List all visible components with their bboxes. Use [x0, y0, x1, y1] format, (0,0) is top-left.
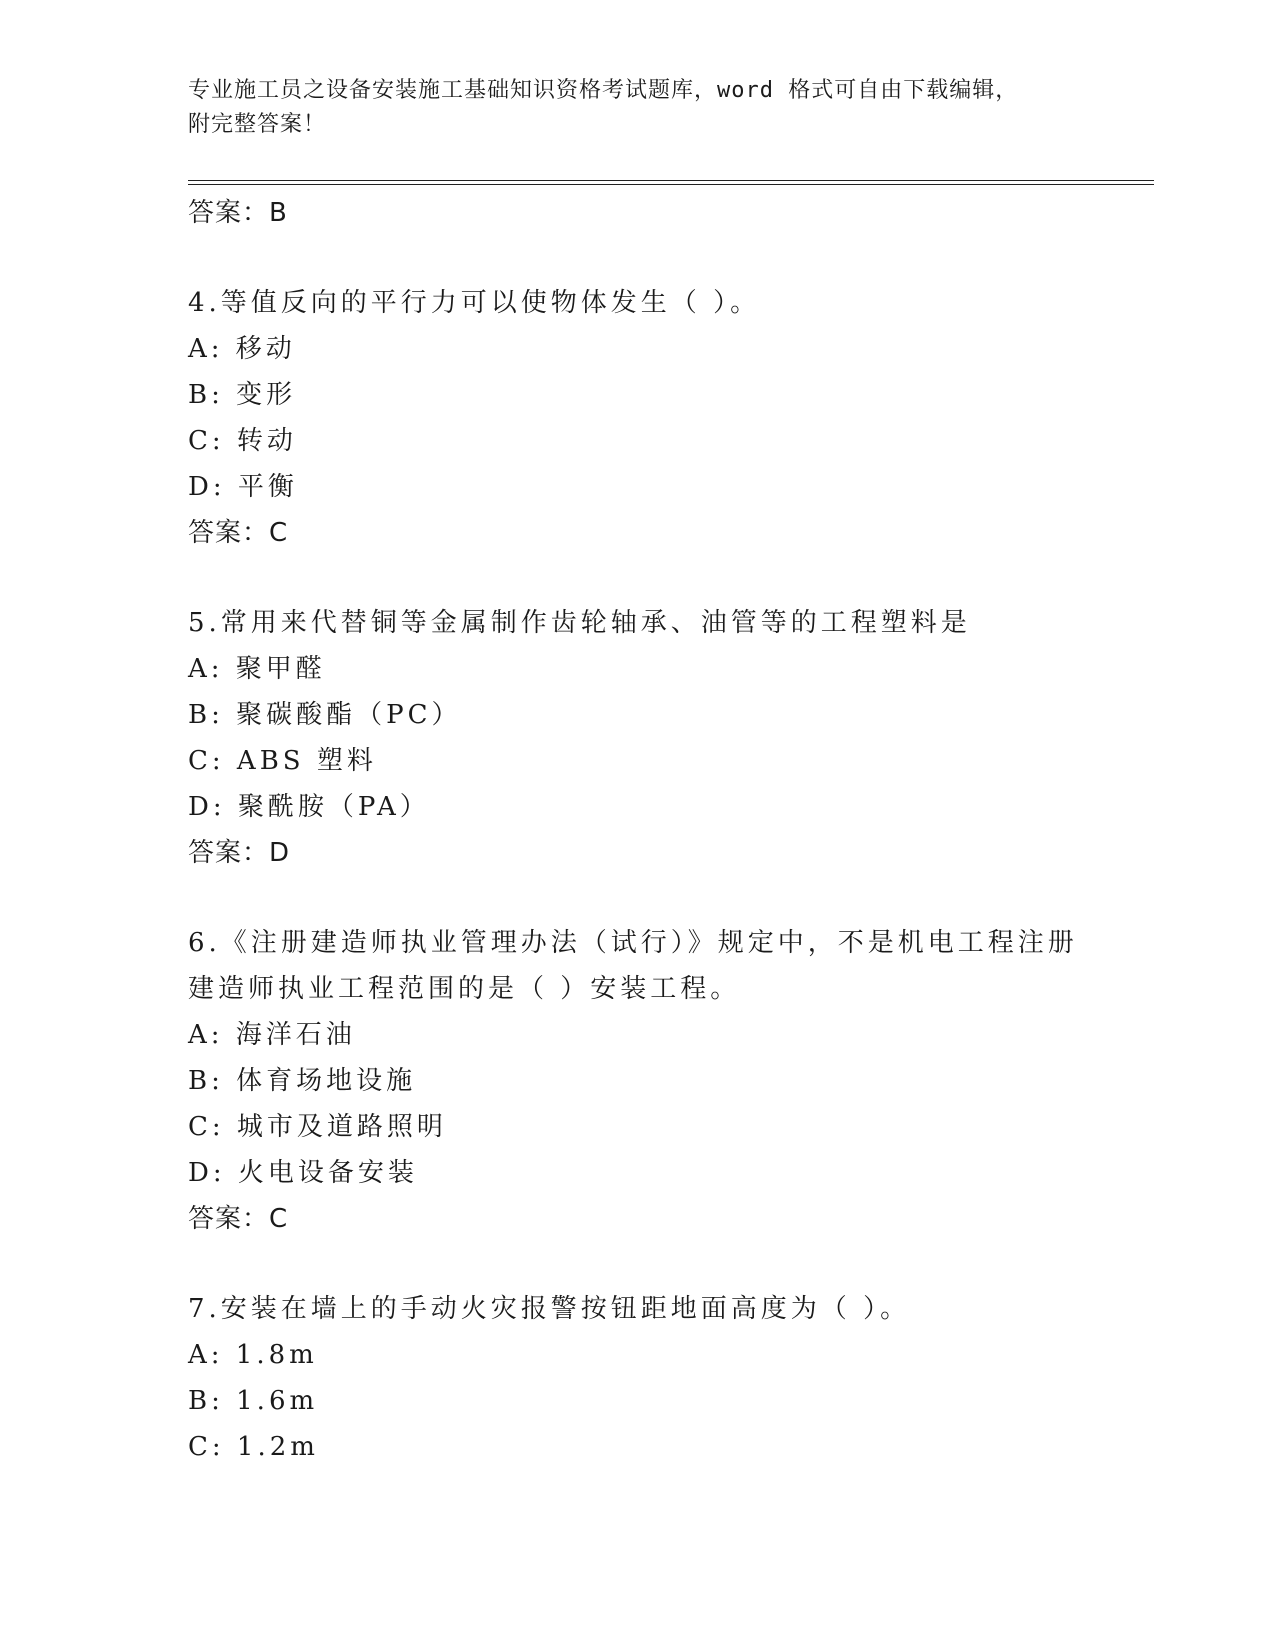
question-text: 7.安装在墙上的手动火灾报警按钮距地面高度为（ ）。 — [188, 1294, 911, 1324]
question-text: 4.等值反向的平行力可以使物体发生（ ）。 — [188, 288, 761, 318]
option-a: A: 海洋石油 — [188, 1020, 356, 1050]
option-c: C: 转动 — [188, 426, 297, 456]
option-c: C: 1.2m — [188, 1432, 319, 1462]
header-line-2: 附完整答案！ — [188, 112, 327, 137]
option-d: D: 火电设备安装 — [188, 1158, 418, 1188]
question-list — [188, 190, 1088, 1470]
option-a: A: 1.8m — [188, 1340, 318, 1370]
header-rule-bottom — [188, 184, 1154, 185]
option-a: A: 移动 — [188, 334, 296, 364]
answer-line: 答案：C — [188, 518, 289, 548]
question-block — [188, 600, 1088, 876]
question-block — [188, 1286, 1088, 1470]
answer-line: 答案：B — [188, 198, 288, 228]
option-b: B: 聚碳酸酯（PC） — [188, 700, 462, 730]
question-block — [188, 920, 1088, 1242]
option-a: A: 聚甲醛 — [188, 654, 326, 684]
option-c: C: 城市及道路照明 — [188, 1112, 447, 1142]
question-block — [188, 280, 1088, 556]
question-text-line-1: 6.《注册建造师执业管理办法（试行）》规定中，不是机电工程注册 — [188, 928, 1078, 958]
option-b: B: 变形 — [188, 380, 297, 410]
question-text: 5.常用来代替铜等金属制作齿轮轴承、油管等的工程塑料是 — [188, 608, 971, 638]
option-d: D: 聚酰胺（PA） — [188, 792, 430, 822]
option-b: B: 1.6m — [188, 1386, 319, 1416]
header-rule-top — [188, 180, 1154, 181]
option-c: C: ABS 塑料 — [188, 746, 377, 776]
header-line-1: 专业施工员之设备安装施工基础知识资格考试题库，word 格式可自由下载编辑， — [188, 78, 1019, 103]
option-d: D: 平衡 — [188, 472, 298, 502]
document-header — [188, 74, 1068, 142]
answer-line: 答案：D — [188, 838, 291, 868]
answer-line: 答案：C — [188, 1204, 289, 1234]
option-b: B: 体育场地设施 — [188, 1066, 417, 1096]
question-text-line-2: 建造师执业工程范围的是（ ）安装工程。 — [188, 974, 741, 1004]
